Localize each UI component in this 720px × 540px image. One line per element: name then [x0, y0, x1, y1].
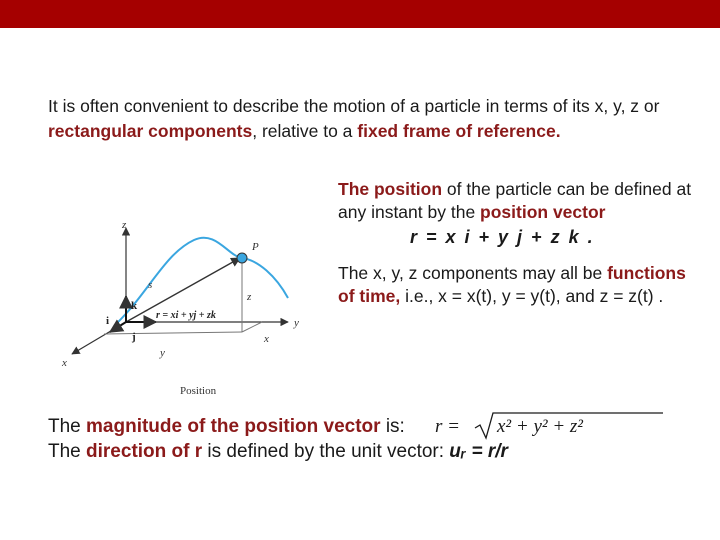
figure-caption: Position: [180, 385, 217, 397]
intro-text-1: It is often convenient to describe the motion of a particle in terms of its x, y, z or: [48, 96, 660, 116]
components-text-1: The x, y, z components may all be: [338, 263, 608, 283]
position-vector-emphasis: position vector: [480, 202, 606, 222]
unit-k-label: k: [131, 300, 138, 312]
z-axis-label: z: [122, 219, 127, 231]
magnitude-text-1: The: [48, 416, 87, 437]
magnitude-line: [48, 414, 668, 439]
direction-text-1: The: [48, 441, 87, 462]
y-axis-label: y: [294, 317, 299, 329]
magnitude-formula: [431, 410, 671, 442]
y-component-label: y: [160, 347, 165, 359]
position-explanation: [338, 178, 698, 308]
magnitude-text-2: is:: [380, 416, 405, 437]
z-component-label: z: [247, 291, 252, 303]
position-figure: [56, 206, 316, 406]
intro-emphasis-fixed-frame: fixed frame of reference.: [357, 120, 561, 141]
formula-lhs: r =: [435, 416, 460, 437]
intro-paragraph: [48, 94, 688, 143]
components-emphasis: functions of time,: [338, 263, 686, 306]
direction-line: [48, 439, 668, 464]
x-axis-label: x: [62, 357, 67, 369]
components-paragraph: [338, 262, 698, 308]
direction-text-2: is defined by the unit vector:: [202, 441, 450, 462]
x-component-label: x: [264, 333, 269, 345]
magnitude-emphasis: magnitude of the position vector: [86, 416, 381, 437]
direction-emphasis: direction of r: [86, 441, 203, 462]
position-text: of the particle can be defined at any instant by the: [338, 179, 692, 222]
position-paragraph: [338, 178, 698, 224]
magnitude-direction-section: [48, 414, 668, 464]
intro-text-2: , relative to a: [252, 120, 358, 141]
top-bar: [0, 0, 720, 28]
intro-emphasis-rectangular: rectangular components: [48, 120, 253, 141]
position-vector-equation: r = x i + y j + z k .: [410, 227, 595, 247]
particle-point: [237, 253, 247, 263]
unit-vector-definition: uᵣ = r/r: [449, 441, 508, 462]
unit-i-label: i: [106, 315, 110, 327]
formula-terms: x² + y² + z²: [497, 416, 583, 437]
point-label: P: [252, 241, 259, 253]
unit-j-label: j: [132, 331, 136, 343]
x-component-line: [242, 322, 262, 332]
y-component-line: [104, 332, 242, 334]
path-label: s: [148, 279, 153, 291]
vector-label: r = xi + yj + zk: [156, 310, 216, 321]
position-emphasis: The position: [338, 179, 443, 199]
components-text-2: i.e., x = x(t), y = y(t), and z = z(t) .: [400, 286, 664, 306]
